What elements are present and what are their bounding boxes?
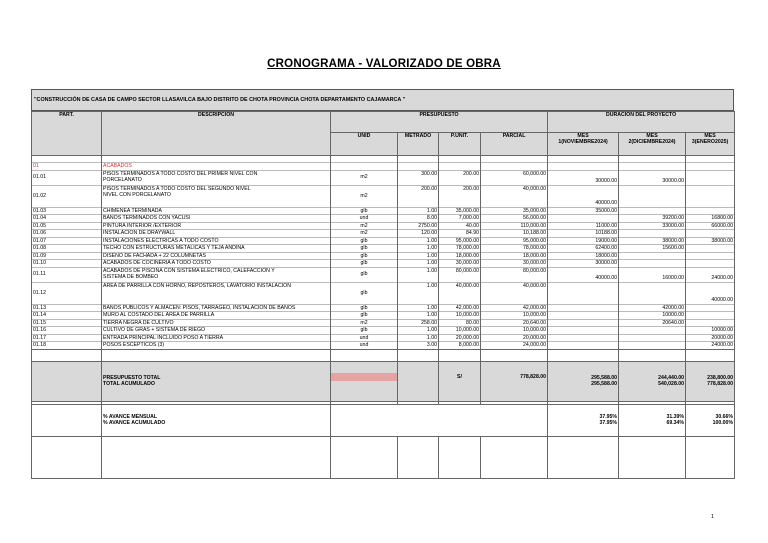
cell-month-3 <box>686 163 735 171</box>
cell-unid: glb <box>331 252 398 260</box>
cell-month-1 <box>548 282 619 304</box>
cell-description: INSTALACIONES ELÉCTRICAS A TODO COSTO <box>102 237 331 245</box>
totals-unid <box>331 361 398 401</box>
cell-part: 01.05 <box>32 222 102 230</box>
cell-description: PISOS TERMINADOS A TODO COSTO DEL SEGUNDO NIVEL NIVEL CON PORCELANATO <box>102 185 331 207</box>
cell-part: 01.02 <box>32 185 102 207</box>
cell-part: 01.11 <box>32 267 102 282</box>
cell-description: CHIMENEA TERMINADA <box>102 207 331 215</box>
cell-description: INSTALACIÓN DE DRAYWALL <box>102 230 331 238</box>
table-row <box>32 260 735 268</box>
cell-description: ENTRADA PRINCIPAL INCLUIDO POSO A TIERRA <box>102 334 331 342</box>
table-row <box>32 342 735 350</box>
cell-part: 01.03 <box>32 207 102 215</box>
cell-metrado: 1.00 <box>398 252 439 260</box>
cell-parcial: 56,000.00 <box>481 215 548 223</box>
cell-month-1 <box>548 163 619 171</box>
cell-part: 01.06 <box>32 230 102 238</box>
cell-part: 01.17 <box>32 334 102 342</box>
cell-metrado: 300.00 <box>398 170 439 185</box>
cell-description: TECHO CON ESTRUCTURAS METÁLICAS Y TEJA ANDINA <box>102 245 331 253</box>
cell-month-1 <box>548 319 619 327</box>
header-duracion: DURACIÓN DEL PROYECTO <box>548 112 735 133</box>
cell-month-3: 38000.00 <box>686 237 735 245</box>
cell-punit: 30,000.00 <box>439 260 481 268</box>
cell-parcial <box>481 163 548 171</box>
cell-parcial: 24,000.00 <box>481 342 548 350</box>
cell-description: PINTURA INTERIOR /EXTERIOR <box>102 222 331 230</box>
cell-punit: 40,000.00 <box>439 282 481 304</box>
totals-total: 778,828.00 <box>481 361 548 401</box>
cell-part: 01.18 <box>32 342 102 350</box>
cell-punit: 18,000.00 <box>439 252 481 260</box>
cell-part: 01.08 <box>32 245 102 253</box>
cell-metrado <box>398 163 439 171</box>
cell-description: PISOS TERMINADOS A TODO COSTO DEL PRIMER NIVEL CON PORCELANATO <box>102 170 331 185</box>
cell-parcial: 35,000.00 <box>481 207 548 215</box>
header-metrado: METRADO <box>398 133 439 156</box>
cell-description: POSOS ESCÉPTICOS (3) <box>102 342 331 350</box>
cell-description: ACABADOS <box>102 163 331 171</box>
cell-month-1: 11000.00 <box>548 222 619 230</box>
cell-parcial: 18,000.00 <box>481 252 548 260</box>
cell-month-3 <box>686 230 735 238</box>
cell-description: TIERRA NEGRA DE CULTIVO <box>102 319 331 327</box>
page-title: CRONOGRAMA - VALORIZADO DE OBRA <box>267 58 501 70</box>
cell-metrado: 8.00 <box>398 215 439 223</box>
cell-unid: glb <box>331 327 398 335</box>
cell-month-2 <box>619 230 686 238</box>
avance-month-2: 31.39% 69.34% <box>619 404 686 436</box>
table-row <box>32 252 735 260</box>
cell-unid: und <box>331 215 398 223</box>
header-parcial: PARCIAL <box>481 133 548 156</box>
cell-metrado: 1.00 <box>398 282 439 304</box>
cell-punit: 40.00 <box>439 222 481 230</box>
cell-parcial: 20,640.00 <box>481 319 548 327</box>
cell-metrado: 3.00 <box>398 342 439 350</box>
cell-metrado: 258.00 <box>398 319 439 327</box>
table-row <box>32 215 735 223</box>
cell-month-2 <box>619 163 686 171</box>
cell-month-2 <box>619 252 686 260</box>
totals-row <box>32 361 735 401</box>
cell-punit: 95,000.00 <box>439 237 481 245</box>
cell-month-3 <box>686 312 735 320</box>
cell-month-2: 16000.00 <box>619 267 686 282</box>
cell-month-2: 20640.00 <box>619 319 686 327</box>
cell-unid: glb <box>331 312 398 320</box>
table-row <box>32 334 735 342</box>
cell-unid: m2 <box>331 230 398 238</box>
cell-month-3 <box>686 245 735 253</box>
cell-parcial: 110,000.00 <box>481 222 548 230</box>
cell-month-3: 66000.00 <box>686 222 735 230</box>
cell-punit: 200.00 <box>439 170 481 185</box>
cell-unid: und <box>331 342 398 350</box>
totals-month-3: 238,800.00 778,828.00 <box>686 361 735 401</box>
avance-month-3: 30.66% 100.00% <box>686 404 735 436</box>
cell-month-1: 40000.00 <box>548 185 619 207</box>
cell-month-2 <box>619 260 686 268</box>
cell-punit: 42,000.00 <box>439 304 481 312</box>
cell-month-3 <box>686 170 735 185</box>
cell-month-2: 10000.00 <box>619 312 686 320</box>
empty-row <box>32 436 735 478</box>
cell-part: 01.13 <box>32 304 102 312</box>
cell-parcial: 10,188.00 <box>481 230 548 238</box>
cell-unid: glb <box>331 282 398 304</box>
cell-parcial: 20,000.00 <box>481 334 548 342</box>
cell-month-2 <box>619 185 686 207</box>
cell-month-3 <box>686 319 735 327</box>
cell-punit: 80,000.00 <box>439 267 481 282</box>
cell-month-3 <box>686 207 735 215</box>
cell-unid: glb <box>331 260 398 268</box>
cell-month-2: 42000.00 <box>619 304 686 312</box>
page-number: 1 <box>710 514 714 520</box>
cell-unid <box>331 163 398 171</box>
header-month-2: MES 2(DICIEMBRE2024) <box>619 133 686 156</box>
cell-metrado: 1.00 <box>398 334 439 342</box>
spacer-row <box>32 156 735 163</box>
cell-description: ACABADOS DE PISCINA CON SISTEMA ELÉCTRICO, CALEFACCIÓN Y SISTEMA DE BOMBEO <box>102 267 331 282</box>
cell-metrado: 1.00 <box>398 304 439 312</box>
cell-description: ÁREA DE PARRILLA CON HORNO, REPOSTEROS, LAVATORIO INSTALACIÓN <box>102 282 331 304</box>
cell-month-1 <box>548 215 619 223</box>
cell-parcial: 42,000.00 <box>481 304 548 312</box>
cell-unid: glb <box>331 237 398 245</box>
totals-labels: PRESUPUESTO TOTAL TOTAL ACUMULADO <box>102 361 331 401</box>
cell-unid: m2 <box>331 170 398 185</box>
cell-metrado: 1.00 <box>398 312 439 320</box>
cell-month-2 <box>619 282 686 304</box>
cell-unid: m2 <box>331 185 398 207</box>
cell-part: 01.09 <box>32 252 102 260</box>
cell-month-1: 35000.00 <box>548 207 619 215</box>
project-name: "CONSTRUCCIÓN DE CASA DE CAMPO SECTOR LLASAVILCA BAJO DISTRITO DE CHOTA PROVINCIA CHOTA DEPARTAMENTO CAJAMARCA " <box>31 89 734 111</box>
cell-part: 01.04 <box>32 215 102 223</box>
cell-month-2: 38000.00 <box>619 237 686 245</box>
cell-description: CULTIVO DE GRAS + SISTEMA DE RIEGO <box>102 327 331 335</box>
cell-month-3: 16800.00 <box>686 215 735 223</box>
cell-month-3: 10000.00 <box>686 327 735 335</box>
avance-month-1: 37.95% 37.95% <box>548 404 619 436</box>
header-month-3: MES 3(ENERO2025) <box>686 133 735 156</box>
table-row <box>32 230 735 238</box>
cell-month-2: 15600.00 <box>619 245 686 253</box>
cell-month-3 <box>686 260 735 268</box>
cell-month-1: 30000.00 <box>548 260 619 268</box>
cell-part: 01.10 <box>32 260 102 268</box>
cell-month-2: 39200.00 <box>619 215 686 223</box>
cell-month-1: 62400.00 <box>548 245 619 253</box>
cell-unid: und <box>331 334 398 342</box>
header-unid: UNID <box>331 133 398 156</box>
cell-month-1: 19000.00 <box>548 237 619 245</box>
header-presupuesto: PRESUPUESTO <box>331 112 548 133</box>
cell-metrado: 1.00 <box>398 245 439 253</box>
cell-month-1: 18000.00 <box>548 252 619 260</box>
cell-metrado: 1.00 <box>398 207 439 215</box>
cell-punit: 200.00 <box>439 185 481 207</box>
cell-unid: glb <box>331 304 398 312</box>
cell-metrado: 1.00 <box>398 267 439 282</box>
table-row <box>32 237 735 245</box>
header-punit: P.UNIT. <box>439 133 481 156</box>
cell-punit: 84.90 <box>439 230 481 238</box>
cell-metrado: 200.00 <box>398 185 439 207</box>
avance-row <box>32 404 735 436</box>
cell-month-3: 24000.00 <box>686 342 735 350</box>
cell-metrado: 2750.00 <box>398 222 439 230</box>
cell-month-3 <box>686 304 735 312</box>
table-row <box>32 185 735 207</box>
cell-parcial: 40,000.00 <box>481 185 548 207</box>
cell-part: 01 <box>32 163 102 171</box>
cell-part: 01.12 <box>32 282 102 304</box>
cell-month-1: 10188.00 <box>548 230 619 238</box>
cell-unid: m2 <box>331 222 398 230</box>
cell-unid: glb <box>331 267 398 282</box>
cell-month-1 <box>548 312 619 320</box>
schedule-table <box>31 111 735 479</box>
cell-month-3: 20000.00 <box>686 334 735 342</box>
cell-part: 01.07 <box>32 237 102 245</box>
cell-punit <box>439 163 481 171</box>
cell-description: BAÑOS PÚBLICOS Y ALMACÉN: PISOS, TARRAGEO, INSTALACIÓN DE BAÑOS <box>102 304 331 312</box>
cell-punit: 20,000.00 <box>439 334 481 342</box>
cell-punit: 35,000.00 <box>439 207 481 215</box>
cell-punit: 10,000.00 <box>439 312 481 320</box>
cell-unid: glb <box>331 207 398 215</box>
cell-month-1: 30000.00 <box>548 170 619 185</box>
cell-parcial: 78,000.00 <box>481 245 548 253</box>
cell-description: ACABADOS DE COCINERÍA A TODO COSTO <box>102 260 331 268</box>
table-row <box>32 222 735 230</box>
cell-unid: m2 <box>331 319 398 327</box>
cell-punit: 7,000.00 <box>439 215 481 223</box>
cell-punit: 10,000.00 <box>439 327 481 335</box>
cell-month-2 <box>619 207 686 215</box>
cell-parcial: 40,000.00 <box>481 282 548 304</box>
cell-parcial: 80,000.00 <box>481 267 548 282</box>
cell-month-1 <box>548 304 619 312</box>
cell-parcial: 30,000.00 <box>481 260 548 268</box>
cell-description: DISEÑO DE FACHADA + 22 COLUMNETAS <box>102 252 331 260</box>
cell-month-1 <box>548 334 619 342</box>
cell-month-2: 33000.00 <box>619 222 686 230</box>
cell-month-2 <box>619 334 686 342</box>
table-row <box>32 163 735 171</box>
cell-month-2 <box>619 327 686 335</box>
table-row <box>32 245 735 253</box>
cell-part: 01.14 <box>32 312 102 320</box>
cell-month-3 <box>686 252 735 260</box>
cell-parcial: 60,000.00 <box>481 170 548 185</box>
cell-punit: 80.00 <box>439 319 481 327</box>
avance-labels: % AVANCE MENSUAL % AVANCE ACUMULADO <box>102 404 331 436</box>
cell-metrado: 1.00 <box>398 260 439 268</box>
cell-part: 01.16 <box>32 327 102 335</box>
cell-description: BAÑOS TERMINADOS CON YACUSI <box>102 215 331 223</box>
header-description: DESCRIPCIÓN <box>102 112 331 156</box>
table-row <box>32 304 735 312</box>
table-row <box>32 282 735 304</box>
cell-punit: 78,000.00 <box>439 245 481 253</box>
cell-month-3: 24000.00 <box>686 267 735 282</box>
cell-parcial: 95,000.00 <box>481 237 548 245</box>
cell-metrado: 1.00 <box>398 237 439 245</box>
header-part: PART. <box>32 112 102 156</box>
totals-currency: S/ <box>439 361 481 401</box>
table-row <box>32 312 735 320</box>
cell-month-1: 40000.00 <box>548 267 619 282</box>
cell-part: 01.01 <box>32 170 102 185</box>
cell-parcial: 10,000.00 <box>481 312 548 320</box>
table-row <box>32 207 735 215</box>
table-row <box>32 319 735 327</box>
totals-month-2: 244,440.00 540,028.00 <box>619 361 686 401</box>
cell-month-2: 30000.00 <box>619 170 686 185</box>
cell-punit: 8,000.00 <box>439 342 481 350</box>
cell-month-1 <box>548 327 619 335</box>
cell-month-3: 40000.00 <box>686 282 735 304</box>
cell-metrado: 1.00 <box>398 327 439 335</box>
cell-description: MURO AL COSTADO DEL ÁREA DE PARRILLA <box>102 312 331 320</box>
cell-metrado: 120.00 <box>398 230 439 238</box>
totals-month-1: 295,588.00 295,588.00 <box>548 361 619 401</box>
table-row <box>32 267 735 282</box>
cell-part: 01.15 <box>32 319 102 327</box>
cell-month-2 <box>619 342 686 350</box>
totals-spacer <box>398 361 439 401</box>
table-row <box>32 327 735 335</box>
cell-month-1 <box>548 342 619 350</box>
cell-parcial: 10,000.00 <box>481 327 548 335</box>
cell-month-3 <box>686 185 735 207</box>
header-month-1: MES 1(NOVIEMBRE2024) <box>548 133 619 156</box>
cell-unid: glb <box>331 245 398 253</box>
table-row <box>32 170 735 185</box>
